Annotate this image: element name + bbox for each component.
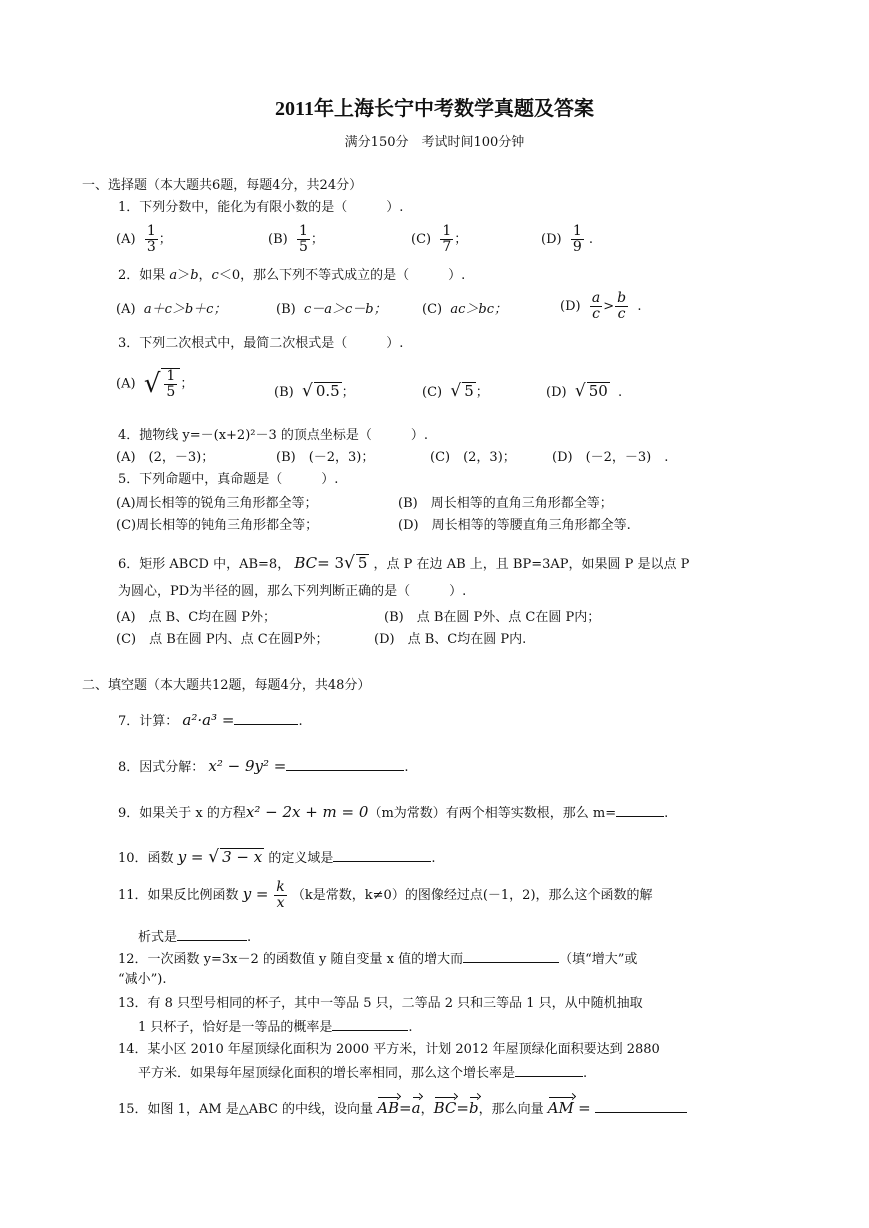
q3-option-b: (B) √ 0.5 ； xyxy=(274,381,355,401)
question-11-line2: 析式是 . xyxy=(138,930,252,945)
question-10: 10．函数 y = √ 3 − x 的定义域是 . xyxy=(118,847,436,867)
q4-option-a: (A) (2，－3)； xyxy=(116,450,215,465)
question-6-stem: 6．矩形 ABCD 中，AB=8， BC= 3√ 5 ，点 P 在边 AB 上，且 BP=3AP，如果圆 P 是以点 P xyxy=(118,553,690,573)
answer-blank[interactable] xyxy=(515,1064,583,1077)
answer-blank[interactable] xyxy=(286,758,404,771)
q2-option-d: (D) $\frac{a}{c}$ > $\frac{b}{c}$ . xyxy=(560,290,642,322)
question-13-line2: 1 只杯子，恰好是一等品的概率是 . xyxy=(138,1020,413,1035)
q4-option-d: (D) (－2，－3) . xyxy=(552,450,669,465)
answer-blank[interactable] xyxy=(333,849,431,862)
question-12-line2: “减小”). xyxy=(118,972,167,987)
answer-blank[interactable] xyxy=(332,1018,408,1031)
q4-option-c: (C) (2，3)； xyxy=(430,450,516,465)
q6-option-a: (A) 点 B、C均在圆 P外； xyxy=(116,610,277,625)
q4-option-b: (B) (－2，3)； xyxy=(276,450,375,465)
q1-option-a: (A) $\frac{1}{3}$ ； xyxy=(116,223,172,255)
answer-blank[interactable] xyxy=(463,950,559,963)
question-9: 9．如果关于 x 的方程x² − 2x + m = 0（m为常数）有两个相等实数根，那么 m= . xyxy=(118,803,669,821)
question-6-stem-line2: 为圆心，PD为半径的圆，那么下列判断正确的是（ ）. xyxy=(118,584,467,599)
answer-blank[interactable] xyxy=(616,804,664,817)
q3-option-a: (A) √ $\frac{1}{5}$ ； xyxy=(116,368,194,400)
answer-blank[interactable] xyxy=(595,1100,687,1113)
q5-option-a: (A)周长相等的锐角三角形都全等； xyxy=(116,496,318,511)
section-header-choice: 一、选择题（本大题共6题，每题4分，共24分） xyxy=(82,178,363,193)
q5-option-b: (B) 周长相等的直角三角形都全等； xyxy=(398,496,613,511)
q5-option-d: (D) 周长相等的等腰直角三角形都全等. xyxy=(398,518,631,533)
q1-option-b: (B) $\frac{1}{5}$ ； xyxy=(268,223,324,255)
question-3-stem: 3．下列二次根式中，最简二次根式是（ ）. xyxy=(118,336,404,351)
section-header-fill: 二、填空题（本大题共12题，每题4分，共48分） xyxy=(82,678,371,693)
q3-option-c: (C) √ 5 ； xyxy=(422,381,489,401)
q6-option-d: (D) 点 B、C均在圆 P内. xyxy=(374,632,527,647)
question-2-stem: 2．如果 a＞b，c＜0，那么下列不等式成立的是（ ）. xyxy=(118,268,466,283)
question-14: 14．某小区 2010 年屋顶绿化面积为 2000 平方米，计划 2012 年屋顶绿化面积要达到 2880 xyxy=(118,1042,660,1057)
question-7: 7．计算： a²·a³ = . xyxy=(118,711,303,729)
question-11: 11．如果反比例函数 y = $\frac{k}{x}$ （k是常数，k≠0）的图像经过点(－1，2)，那么这个函数的解 xyxy=(118,879,653,911)
question-5-stem: 5．下列命题中，真命题是（ ）. xyxy=(118,472,339,487)
question-8: 8．因式分解： x² − 9y² = . xyxy=(118,757,409,775)
q6-option-b: (B) 点 B在圆 P外、点 C在圆 P内； xyxy=(384,610,601,625)
answer-blank[interactable] xyxy=(234,712,298,725)
q2-option-c: (C) ac＞bc； xyxy=(422,302,507,317)
q2-option-a: (A) a＋c＞b＋c； xyxy=(116,302,227,317)
question-1-stem: 1．下列分数中，能化为有限小数的是（ ）. xyxy=(118,200,404,215)
q5-option-c: (C)周长相等的钝角三角形都全等； xyxy=(116,518,319,533)
q1-option-c: (C) $\frac{1}{7}$ ； xyxy=(411,223,468,255)
page-subtitle: 满分150分 考试时间100分钟 xyxy=(344,135,525,150)
question-4-stem: 4．抛物线 y=－(x+2)²－3 的顶点坐标是（ ）. xyxy=(118,428,429,443)
page-title: 2011年上海长宁中考数学真题及答案 xyxy=(275,98,594,120)
answer-blank[interactable] xyxy=(177,928,247,941)
question-14-line2: 平方米．如果每年屋顶绿化面积的增长率相同，那么这个增长率是 . xyxy=(138,1066,588,1081)
q1-option-d: (D) $\frac{1}{9}$ . xyxy=(541,223,594,255)
q2-option-b: (B) c－a＞c－b； xyxy=(276,302,387,317)
q6-option-c: (C) 点 B在圆 P内、点 C在圆P外； xyxy=(116,632,329,647)
q3-option-d: (D) √ 50 . xyxy=(546,381,623,401)
question-15: 15．如图 1，AM 是△ABC 的中线，设向量 AB=a，BC=b，那么向量 AM = xyxy=(118,1100,687,1118)
question-13: 13．有 8 只型号相同的杯子，其中一等品 5 只，二等品 2 只和三等品 1 只，从中随机抽取 xyxy=(118,996,643,1011)
question-12: 12．一次函数 y=3x－2 的函数值 y 随自变量 x 值的增大而 （填“增大”或 xyxy=(118,952,638,967)
